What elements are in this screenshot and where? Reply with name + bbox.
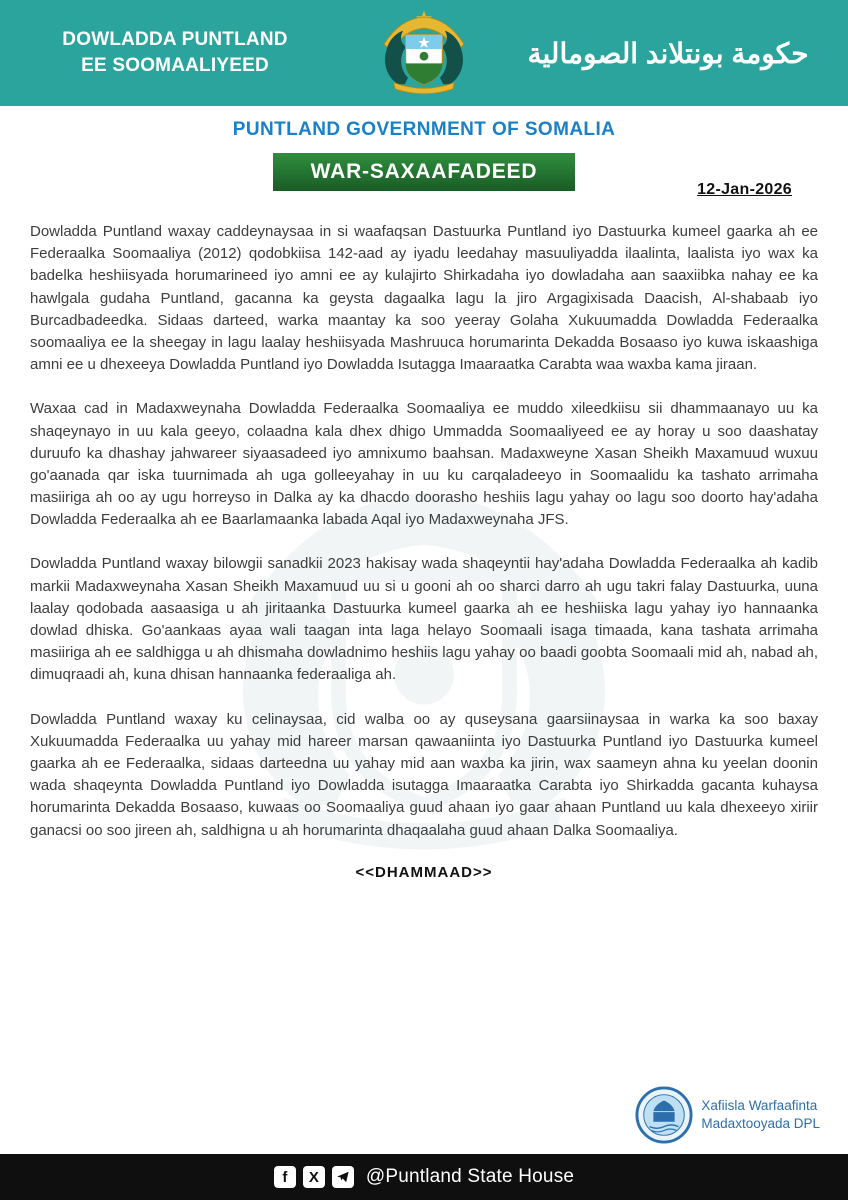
arabic-title: حكومة بونتلاند الصومالية bbox=[527, 37, 809, 69]
press-release-banner: WAR-SAXAAFADEED bbox=[273, 153, 575, 191]
seal-caption-line2: Madaxtooyada DPL bbox=[701, 1116, 820, 1131]
x-icon[interactable]: X bbox=[303, 1166, 325, 1188]
header-band bbox=[0, 0, 848, 106]
social-handle: @Puntland State House bbox=[365, 1166, 575, 1187]
press-office-seal-icon bbox=[635, 1086, 693, 1144]
press-office-seal bbox=[635, 1086, 820, 1144]
release-date: 12-Jan-2026 bbox=[697, 181, 792, 198]
social-icons bbox=[274, 1166, 354, 1188]
footer-bar bbox=[0, 1154, 848, 1200]
page-title: PUNTLAND GOVERNMENT OF SOMALIA bbox=[232, 119, 616, 140]
banner-area bbox=[0, 153, 848, 198]
end-marker: <<DHAMMAAD>> bbox=[355, 863, 493, 881]
telegram-icon[interactable] bbox=[332, 1166, 354, 1188]
press-release-body bbox=[0, 195, 848, 842]
seal-caption bbox=[701, 1097, 820, 1133]
facebook-icon[interactable]: f bbox=[274, 1166, 296, 1188]
seal-caption-line1: Xafiisla Warfaafinta bbox=[701, 1097, 818, 1113]
body-paragraph: Dowladda Puntland waxay ku celinaysaa, cid walba oo ay quseysana gaarsiinaysaa in warka ka soo baxay Xukuumadda Federaalka uu yahay mid hareer marsan qawaaniinta iyo Dastuurka Puntland iyo Dastuurka kumeel gaarka ah ee Federaalka, sidaas darteedna uu yahay mid aan waxba ka jirin, wax saameyn ahna ku yeelan doonin wada shaqeynta Dowladda Puntland iyo Dowladda isutagga Imaaraatka Carabta iyo Shirkadda gacanta kuhaysa horumarinta Dekadda Bosaaso, kuwaas oo Soomaaliya guud ahaan iyo gaar ahaan Puntland uu kala dhexeeyo xiriir ganacsi oo soo jireen ah, saldhigna u ah horumarinta dhaqaalaha guud ahaan Dalka Soomaaliya. bbox=[30, 710, 818, 839]
org-name-line1: DOWLADDA PUNTLAND bbox=[62, 29, 288, 51]
org-name bbox=[30, 27, 320, 78]
puntland-crest-icon bbox=[368, 6, 480, 100]
body-paragraph: Dowladda Puntland waxay bilowgii sanadkii 2023 hakisay wada shaqeyntii hay'adaha Dowladda Federaalka ah kadib markii Madaxweynaha Xasan Sheikh Maxamuud uu si u gooni ah oo sharci darro ah ugu takri falay Dastuurka, uuna laalay qodobada aasaasiga u ah jiritaanka Dastuurka kumeel gaarka ah ee heshiiska lagu yahay iyo hannaanka dowlad dhiska. Go'aankaas ayaa wali taagan inta laga helayo Soomaali isaga timaada, kana tashata arrimaha masiiriga ah ee saldhigga u ah dhismaha dowladnimo heshiis lagu yahay oo baadi goobta Soomaali mid ah, nabad ah, dimuqraadi ah, kuna dhisan hannaanka federaaliga ah. bbox=[30, 555, 818, 684]
org-name-line2: EE SOOMAALIYEED bbox=[81, 55, 269, 76]
body-paragraph: Waxaa cad in Madaxweynaha Dowladda Federaalka Soomaaliya ee muddo xileedkiisu sii dhammaanayo uu ka shaqeynayo in uu kala geeyo, colaadna kala dhex dhigo Ummadda Soomaaliyeed ee ay horay u soo daashatay duruufo ka dhashay jahwareer siyaasadeed iyo amnixumo baahsan. Madaxweyne Xasan Sheikh Maxamuud wuxuu go'aanada qar iska tuurnimada ah uga golleeyahay in uu ku carqaladeeyo in Soomaalidu ka tashato arrimaha masiiriga ah oo ay ugu horreyso in Dalka ay ka dhacdo doorasho heshiis lagu yahay oo lagu soo doorto hay'adaha Dowladda Federaalka ah ee Baarlamaanka labada Aqal iyo Madaxweynaha JFS. bbox=[30, 400, 818, 529]
body-paragraph: Dowladda Puntland waxay caddeynaysaa in si waafaqsan Dastuurka Puntland iyo Dastuurka kumeel gaarka ah ee Federaalka Soomaaliya (2012) qodobkiisa 142-aad ay iyadu leedahay masuuliyadda ilaalinta, laalista iyo wax ka badelka heshiisyada horumarineed iyo amni ee ay kulajirto Shirkadaha iyo dowladaha aan saaxiibka nahay ee ka hawlgala gudaha Puntland, gacanna ka geysta dagaalka lagu la jiro Argagixisada Daacish, Al-shabaab iyo Burcadbadeedka. Sidaas darteed, warka maantay ka soo yeeray Golaha Xukuumadda Dowladda Federaalka soomaaliya ee la sheegay in lagu laalay heshiisyada Mashruuca horumarinta Dekadda Bosaaso iyo kuwa iskaashiga amni ee u dhexeeya Dowladda Puntland iyo Dowladda Isutagga Imaaraatka Carabta waa waxba kama jiraan. bbox=[30, 223, 818, 374]
